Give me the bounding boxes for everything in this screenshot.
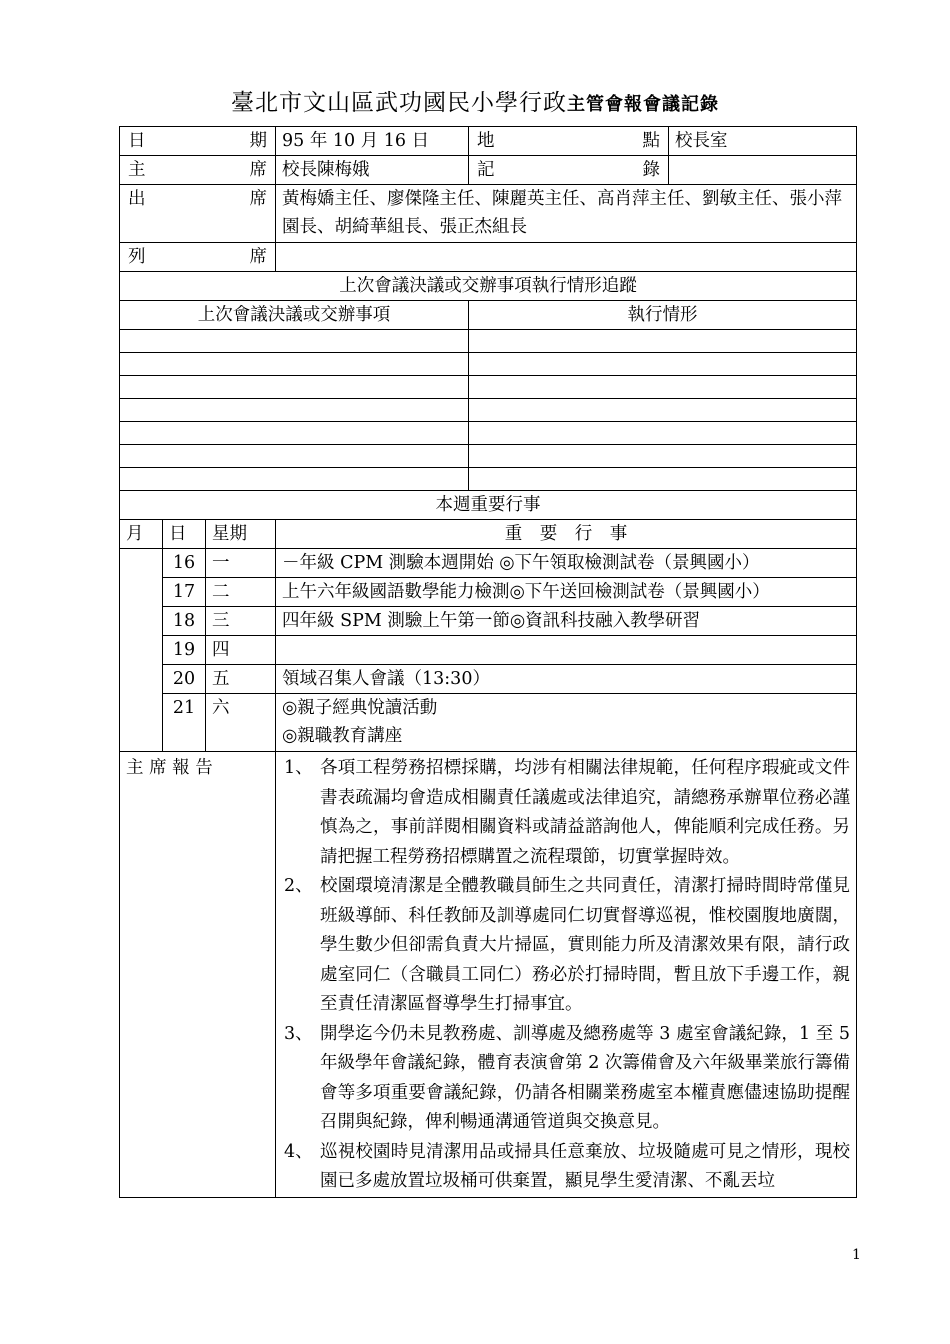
weekly-row xyxy=(120,578,857,607)
followup-col-status: 執行情形 xyxy=(469,301,857,330)
title-main: 臺北市文山區武功國民小學行政 xyxy=(231,90,567,116)
weekly-row xyxy=(120,607,857,636)
month-cell xyxy=(120,549,163,752)
weekly-row xyxy=(120,694,857,752)
title-sub: 主管會報會議記錄 xyxy=(567,94,719,115)
document-title xyxy=(0,84,950,117)
weekly-row xyxy=(120,636,857,665)
place-value: 校長室 xyxy=(669,127,857,156)
weekly-row xyxy=(120,549,857,578)
event-cell: 上午六年級國語數學能力檢測◎下午送回檢測試卷（景興國小） xyxy=(276,578,857,607)
weekday-cell: 四 xyxy=(206,636,276,665)
followup-row xyxy=(120,399,857,422)
followup-row xyxy=(120,353,857,376)
weekday-cell: 三 xyxy=(206,607,276,636)
event-cell xyxy=(276,636,857,665)
event-cell xyxy=(276,694,857,752)
date-value: 95 年 10 月 16 日 xyxy=(276,127,469,156)
attend-label: 出 席 xyxy=(120,185,276,243)
observer-label: 列 席 xyxy=(120,243,276,272)
page-number: 1 xyxy=(852,1247,861,1263)
report-item: 1、 各項工程勞務招標採購，均涉有相關法律規範，任何程序瑕疵或文件書表疏漏均會造成相關責任議處或法律追究，請總務承辦單位務必謹慎為之，事前詳閱相關資料或請益諮詢他人，俾能順利完成任務。另請把握工程勞務招標購置之流程環節，切實掌握時效。 xyxy=(284,758,851,867)
weekday-cell: 六 xyxy=(206,694,276,752)
col-day: 日 xyxy=(163,520,206,549)
recorder-value xyxy=(669,156,857,185)
report-content xyxy=(276,752,857,1198)
date-label: 日 期 xyxy=(120,127,276,156)
weekday-cell: 二 xyxy=(206,578,276,607)
day-cell: 20 xyxy=(163,665,206,694)
chair-value: 校長陳梅娥 xyxy=(276,156,469,185)
day-cell: 19 xyxy=(163,636,206,665)
col-weekday: 星期 xyxy=(206,520,276,549)
followup-row xyxy=(120,445,857,468)
report-item: 2、 校園環境清潔是全體教職員師生之共同責任，清潔打掃時間時常僅見班級導師、科任教師及訓導處同仁切實督導巡視，惟校園腹地廣闊，學生數少但卻需負責大片掃區，實則能力所及清潔效果有限，請行政處室同仁（含職員工同仁）務必於打掃時間，暫且放下手邊工作，親至責任清潔區督導學生打掃事宜。 xyxy=(284,876,851,1014)
followup-row xyxy=(120,330,857,353)
report-label: 主 席 報 告 xyxy=(120,752,276,1198)
report-item: 4、 巡視校園時見清潔用品或掃具任意棄放、垃圾隨處可見之情形，現校園已多處放置垃圾桶可供棄置，顯見學生愛清潔、不亂丟垃 xyxy=(284,1141,851,1191)
event-cell: 四年級 SPM 測驗上午第一節◎資訊科技融入教學研習 xyxy=(276,607,857,636)
observer-value xyxy=(276,243,857,272)
day-cell: 21 xyxy=(163,694,206,752)
followup-col-items: 上次會議決議或交辦事項 xyxy=(120,301,469,330)
minutes-table xyxy=(119,126,857,1198)
day-cell: 17 xyxy=(163,578,206,607)
followup-row xyxy=(120,468,857,491)
event-cell: －年級 CPM 測驗本週開始 ◎下午領取檢測試卷（景興國小） xyxy=(276,549,857,578)
event-line: ◎親子經典悅讀活動 xyxy=(282,698,438,718)
event-line: ◎親職教育講座 xyxy=(282,726,403,746)
followup-row xyxy=(120,376,857,399)
recorder-label: 記 錄 xyxy=(469,156,669,185)
col-month: 月 xyxy=(120,520,163,549)
event-cell: 領域召集人會議（13:30） xyxy=(276,665,857,694)
followup-heading: 上次會議決議或交辦事項執行情形追蹤 xyxy=(120,272,857,301)
weekday-cell: 五 xyxy=(206,665,276,694)
chair-label: 主 席 xyxy=(120,156,276,185)
weekday-cell: 一 xyxy=(206,549,276,578)
attend-value: 黃梅嬌主任、廖傑隆主任、陳麗英主任、高肖萍主任、劉敏主任、張小萍園長、胡綺華組長、張正杰組長 xyxy=(276,185,857,243)
weekly-heading: 本週重要行事 xyxy=(120,491,857,520)
weekly-row xyxy=(120,665,857,694)
col-event: 重 要 行 事 xyxy=(276,520,857,549)
place-label: 地 點 xyxy=(469,127,669,156)
day-cell: 16 xyxy=(163,549,206,578)
day-cell: 18 xyxy=(163,607,206,636)
followup-row xyxy=(120,422,857,445)
report-item: 3、 開學迄今仍未見教務處、訓導處及總務處等 3 處室會議紀錄，1 至 5 年級學年會議紀錄，體育表演會第 2 次籌備會及六年級畢業旅行籌備會等多項重要會議紀錄，仍請各相關業務處室本權責應儘速協助提醒召開與紀錄，俾利暢通溝通管道與交換意見。 xyxy=(284,1023,851,1132)
